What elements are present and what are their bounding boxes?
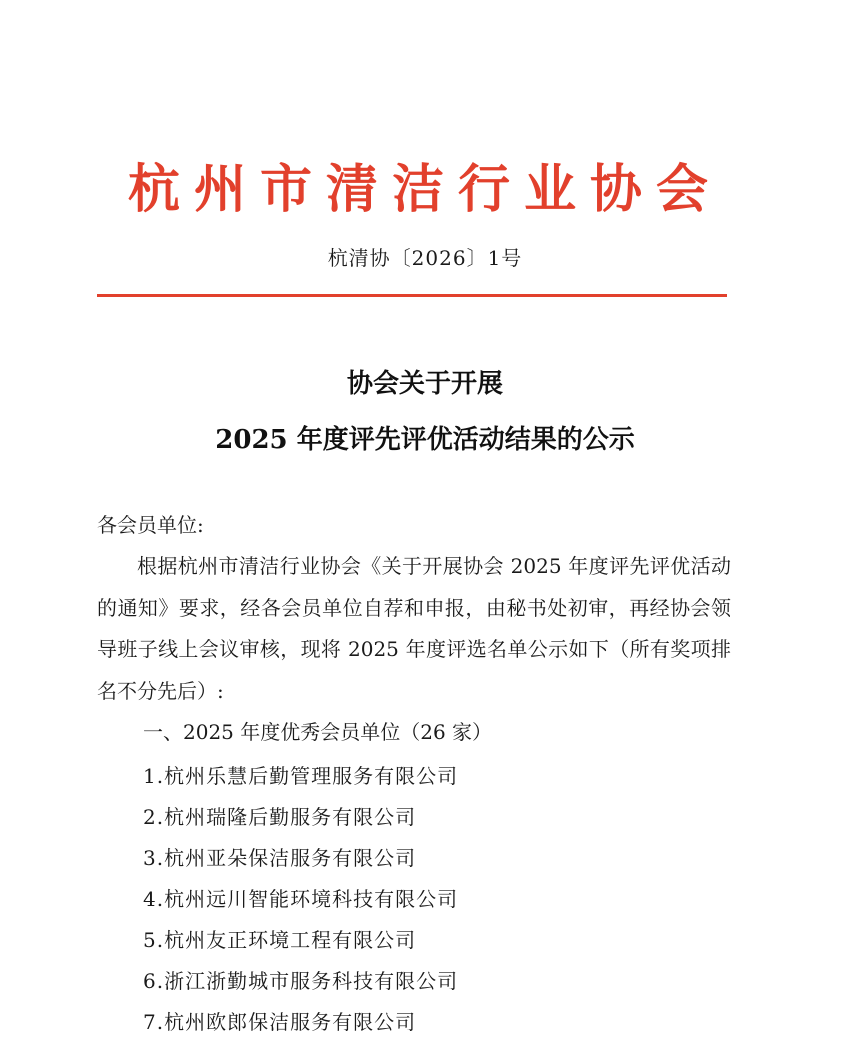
document-title-line-2: 2025 年度评先评优活动结果的公示 <box>215 425 635 455</box>
salutation: 各会员单位: <box>97 513 204 537</box>
list-item: 7.杭州欧郎保洁服务有限公司 <box>143 1010 417 1034</box>
list-item: 1.杭州乐慧后勤管理服务有限公司 <box>143 764 459 788</box>
document-number: 杭清协〔2026〕1号 <box>327 246 523 270</box>
header-divider <box>97 294 727 297</box>
list-item: 3.杭州亚朵保洁服务有限公司 <box>143 846 417 870</box>
list-item: 6.浙江浙勤城市服务科技有限公司 <box>143 969 459 993</box>
section-heading-outstanding-members: 一、2025 年度优秀会员单位（26 家） <box>143 720 493 744</box>
body-paragraph: 根据杭州市清洁行业协会《关于开展协会 2025 年度评先评优活动的通知》要求，经各会员单位自荐和申报，由秘书处初审，再经协会领导班子线上会议审核，现将 2025 年度评选名单公示如下（所有奖项排名不分先后）: <box>97 554 731 703</box>
list-item: 4.杭州远川智能环境科技有限公司 <box>143 887 459 911</box>
document-title-line-1: 协会关于开展 <box>346 369 503 399</box>
org-header-title: 杭州市清洁行业协会 <box>127 159 722 220</box>
award-list <box>143 756 458 1043</box>
list-item: 2.杭州瑞隆后勤服务有限公司 <box>143 805 417 829</box>
list-item: 5.杭州友正环境工程有限公司 <box>143 928 417 952</box>
